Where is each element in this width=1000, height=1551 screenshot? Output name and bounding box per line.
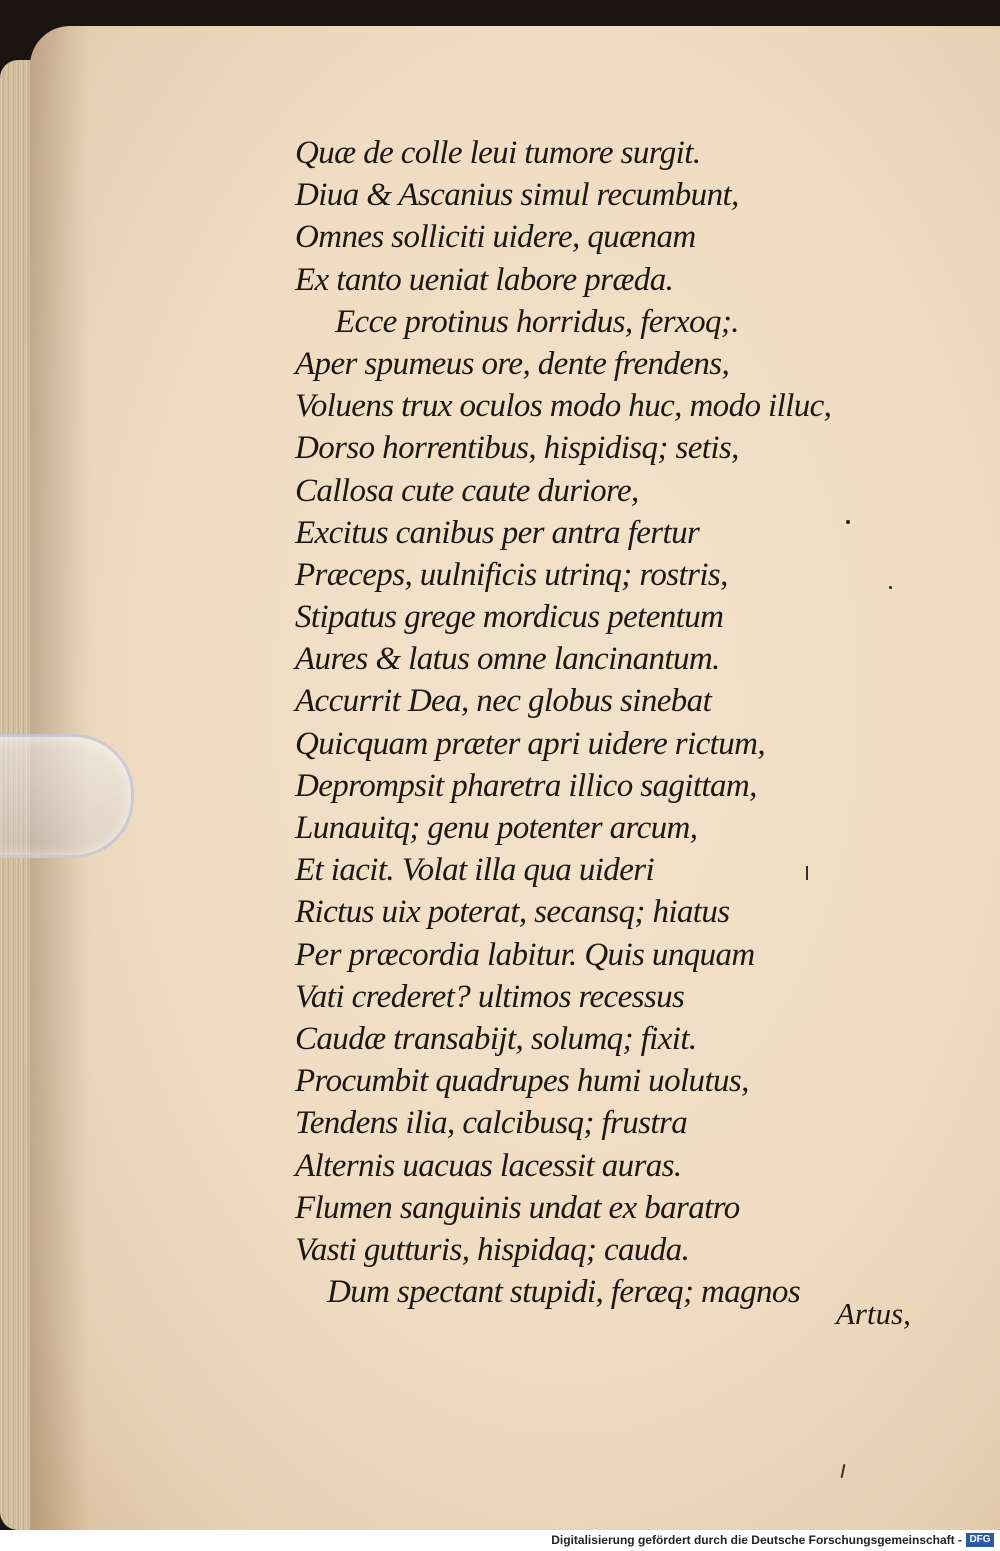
poem-line: Quæ de colle leui tumore surgit. xyxy=(295,135,701,171)
digitization-footer xyxy=(0,1530,1000,1551)
poem-line: Et iacit. Volat illa qua uideri xyxy=(295,852,655,889)
footer-credit: Digitalisierung gefördert durch die Deutsche Forschungsgemeinschaft - xyxy=(551,1533,962,1547)
ink-speck xyxy=(846,520,850,524)
page-holder-clip xyxy=(0,734,134,858)
ink-mark xyxy=(806,866,808,880)
poem-line: Præceps, uulnificis utrinq; rostris, xyxy=(295,556,728,593)
poem-line: Deprompsit pharetra illico sagittam, xyxy=(295,767,757,804)
poem-line: Callosa cute caute duriore, xyxy=(295,472,639,509)
poem-line: Ecce protinus horridus, ferxoq;. xyxy=(335,303,739,340)
poem-line: Diua & Ascanius simul recumbunt, xyxy=(295,177,739,214)
poem-line: Stipatus grege mordicus petentum xyxy=(295,599,724,636)
poem-text-block xyxy=(295,132,855,1313)
poem-line: Flumen sanguinis undat ex baratro xyxy=(295,1189,740,1226)
poem-line: Dum spectant stupidi, feræq; magnos xyxy=(327,1274,801,1311)
poem-line: Caudæ transabijt, solumq; fixit. xyxy=(295,1020,697,1057)
poem-line: Lunauitq; genu potenter arcum, xyxy=(295,810,698,846)
poem-line: Per præcordia labitur. Quis unquam xyxy=(295,936,755,973)
poem-line: Aper spumeus ore, dente frendens, xyxy=(295,345,730,382)
catchword: Artus, xyxy=(836,1296,911,1331)
poem-line: Quicquam præter apri uidere rictum, xyxy=(295,725,765,762)
poem-line: Omnes solliciti uidere, quænam xyxy=(295,219,696,256)
poem-line: Accurrit Dea, nec globus sinebat xyxy=(295,683,712,720)
poem-line: Excitus canibus per antra fertur xyxy=(295,514,700,551)
poem-line: Aures & latus omne lancinantum. xyxy=(295,641,720,678)
poem-line: Ex tanto ueniat labore præda. xyxy=(295,261,674,298)
poem-line: Voluens trux oculos modo huc, modo illuc, xyxy=(295,388,832,425)
ink-speck xyxy=(889,586,892,589)
dfg-logo-icon: DFG xyxy=(966,1533,994,1547)
poem-line: Rictus uix poterat, secansq; hiatus xyxy=(295,894,730,931)
poem-line: Vasti gutturis, hispidaq; cauda. xyxy=(295,1231,690,1268)
poem-line: Tendens ilia, calcibusq; frustra xyxy=(295,1105,688,1142)
poem-line: Vati crederet? ultimos recessus xyxy=(295,978,685,1015)
poem-line: Alternis uacuas lacessit auras. xyxy=(295,1147,682,1184)
poem-line: Procumbit quadrupes humi uolutus, xyxy=(295,1063,749,1100)
poem-line: Dorso horrentibus, hispidisq; setis, xyxy=(295,430,739,467)
